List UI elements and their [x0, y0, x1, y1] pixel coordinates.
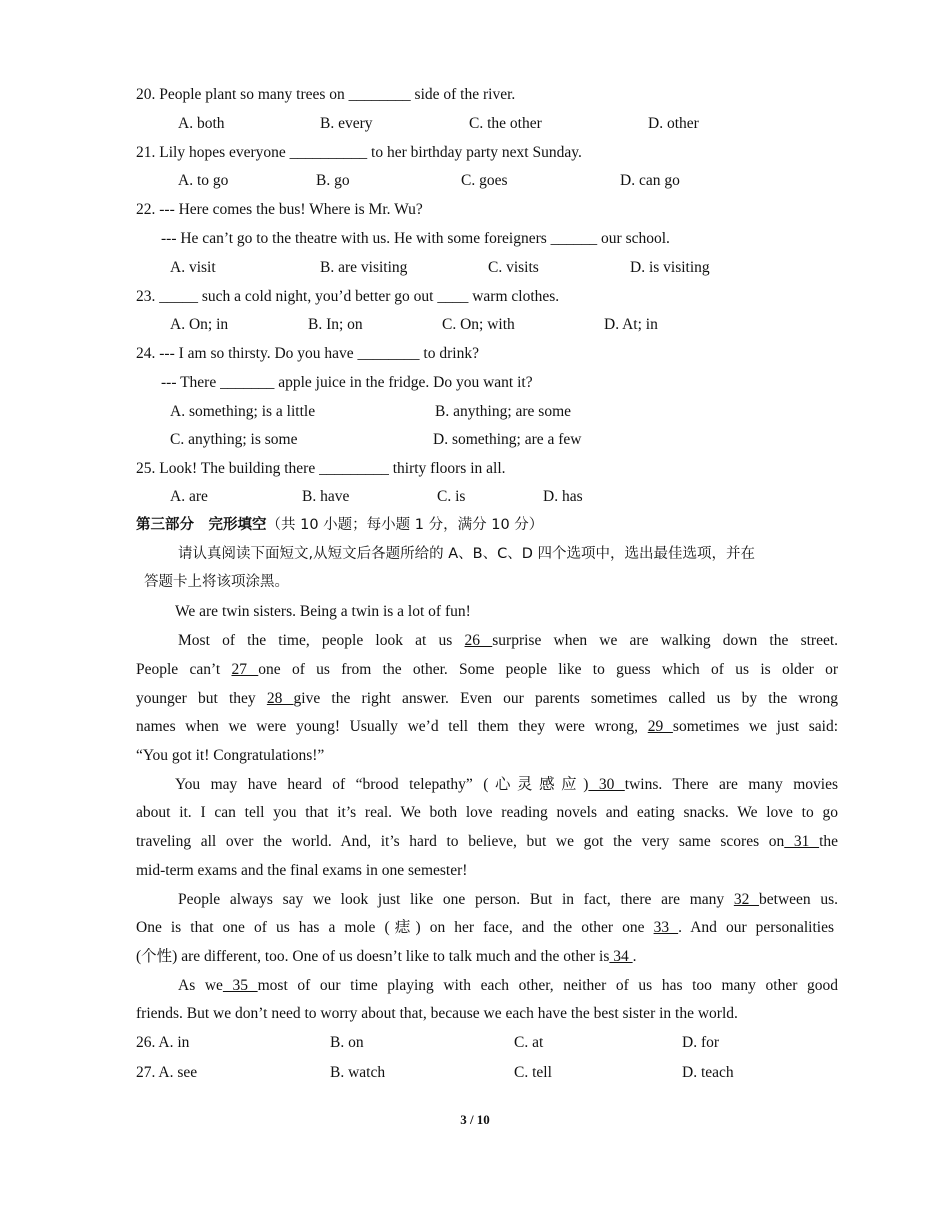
- blank-28: 28: [266, 690, 294, 707]
- instruction-line-2: 答题卡上将该项涂黑。: [144, 574, 289, 590]
- section-heading: [136, 515, 543, 535]
- q21-option-a: A. to go: [178, 172, 229, 189]
- blank-33: 33: [653, 919, 679, 936]
- passage-line-3: People can’t 27 one of us from the other. Some people like to guess which of us is older or: [136, 661, 839, 678]
- q20-option-b: B. every: [320, 115, 373, 132]
- passage-line-11: People always say we look just like one person. But in fact, there are many 32 between us.: [178, 891, 839, 908]
- passage-line-15: friends. But we don’t need to worry about that, because we each have the best sister in the world.: [136, 1005, 738, 1022]
- q25-option-b: B. have: [302, 488, 350, 505]
- q24-option-a: A. something; is a little: [170, 403, 316, 420]
- passage-line-6: “You got it! Congratulations!”: [136, 747, 325, 764]
- blank-30: 30: [588, 776, 625, 793]
- q21-option-b: B. go: [316, 172, 350, 189]
- q22-option-c: C. visits: [488, 259, 539, 276]
- q23-option-d: D. At; in: [604, 316, 658, 333]
- blank-35: 35: [222, 977, 258, 994]
- passage-line-2: Most of the time, people look at us 26 surprise when we are walking down the street.: [178, 632, 839, 649]
- blank-26: 26: [464, 632, 493, 649]
- q22-option-b: B. are visiting: [320, 259, 408, 276]
- q25-option-a: A. are: [170, 488, 208, 505]
- q21-stem: 21. Lily hopes everyone __________ to her birthday party next Sunday.: [136, 144, 582, 161]
- q22-stem-2: --- He can’t go to the theatre with us. He with some foreigners ______ our school.: [161, 230, 670, 247]
- q26-option-c: C. at: [514, 1034, 544, 1051]
- q22-option-d: D. is visiting: [630, 259, 710, 276]
- q24-option-c: C. anything; is some: [170, 431, 298, 448]
- q27-option-c: C. tell: [514, 1064, 552, 1081]
- passage-line-4: younger but they 28 give the right answer. Even our parents sometimes called us by the wrong: [136, 690, 838, 707]
- q23-option-c: C. On; with: [442, 316, 515, 333]
- q20-stem: 20. People plant so many trees on ________ side of the river.: [136, 86, 516, 103]
- page-number: 3 / 10: [460, 1112, 490, 1127]
- q20-option-a: A. both: [178, 115, 225, 132]
- instruction-line-1: 请认真阅读下面短文,从短文后各题所给的 A、B、C、D 四个选项中，选出最佳选项，并在: [178, 546, 755, 562]
- q23-option-a: A. On; in: [170, 316, 229, 333]
- passage-line-12: One is that one of us has a mole (痣) on her face, and the other one 33 . And our personalities: [136, 919, 835, 936]
- q23-option-b: B. In; on: [308, 316, 363, 333]
- q21-option-d: D. can go: [620, 172, 680, 189]
- q21-option-c: C. goes: [461, 172, 508, 189]
- q24-stem-2: --- There _______ apple juice in the fridge. Do you want it?: [161, 374, 533, 391]
- q27-option-d: D. teach: [682, 1064, 734, 1081]
- q26-option-a: 26. A. in: [136, 1034, 190, 1051]
- q27-option-a: 27. A. see: [136, 1064, 198, 1081]
- passage-line-13: (个性) are different, too. One of us doesn’t like to talk much and the other is 34 .: [136, 948, 637, 965]
- blank-27: 27: [231, 661, 259, 678]
- passage-line-7: You may have heard of “brood telepathy” (心灵感应) 30 twins. There are many movies: [175, 776, 838, 793]
- q26-option-b: B. on: [330, 1034, 364, 1051]
- blank-34: 34: [609, 948, 633, 965]
- q24-option-d: D. something; are a few: [433, 431, 582, 448]
- q27-option-b: B. watch: [330, 1064, 386, 1081]
- passage-line-5: names when we were young! Usually we’d tell them they were wrong, 29 sometimes we just said:: [136, 718, 839, 735]
- blank-29: 29: [647, 718, 673, 735]
- q22-stem: 22. --- Here comes the bus! Where is Mr. Wu?: [136, 201, 423, 218]
- section-title: 第三部分 完形填空: [136, 517, 267, 533]
- blank-32: 32: [733, 891, 760, 908]
- q20-option-c: C. the other: [469, 115, 542, 132]
- passage-line-10: mid-term exams and the final exams in one semester!: [136, 862, 468, 879]
- blank-31: 31: [784, 833, 820, 850]
- q26-option-d: D. for: [682, 1034, 720, 1051]
- q22-option-a: A. visit: [170, 259, 216, 276]
- q25-option-d: D. has: [543, 488, 583, 505]
- q23-stem: 23. _____ such a cold night, you’d better go out ____ warm clothes.: [136, 288, 560, 305]
- passage-line-9: traveling all over the world. And, it’s hard to believe, but we got the very same scores on 31 the: [136, 833, 839, 850]
- section-note: （共 10 小题；每小题 1 分，满分 10 分）: [266, 517, 544, 533]
- passage-line-14: As we 35 most of our time playing with each other, neither of us has too many other good: [178, 977, 838, 994]
- q24-stem: 24. --- I am so thirsty. Do you have ________ to drink?: [136, 345, 479, 362]
- q25-stem: 25. Look! The building there _________ thirty floors in all.: [136, 460, 506, 477]
- q20-option-d: D. other: [648, 115, 699, 132]
- passage-line-1: We are twin sisters. Being a twin is a lot of fun!: [175, 603, 471, 620]
- q25-option-c: C. is: [437, 488, 466, 505]
- q24-option-b: B. anything; are some: [435, 403, 572, 420]
- passage-line-8: about it. I can tell you that it’s real. We both love reading novels and eating snacks. We love to go: [136, 804, 838, 821]
